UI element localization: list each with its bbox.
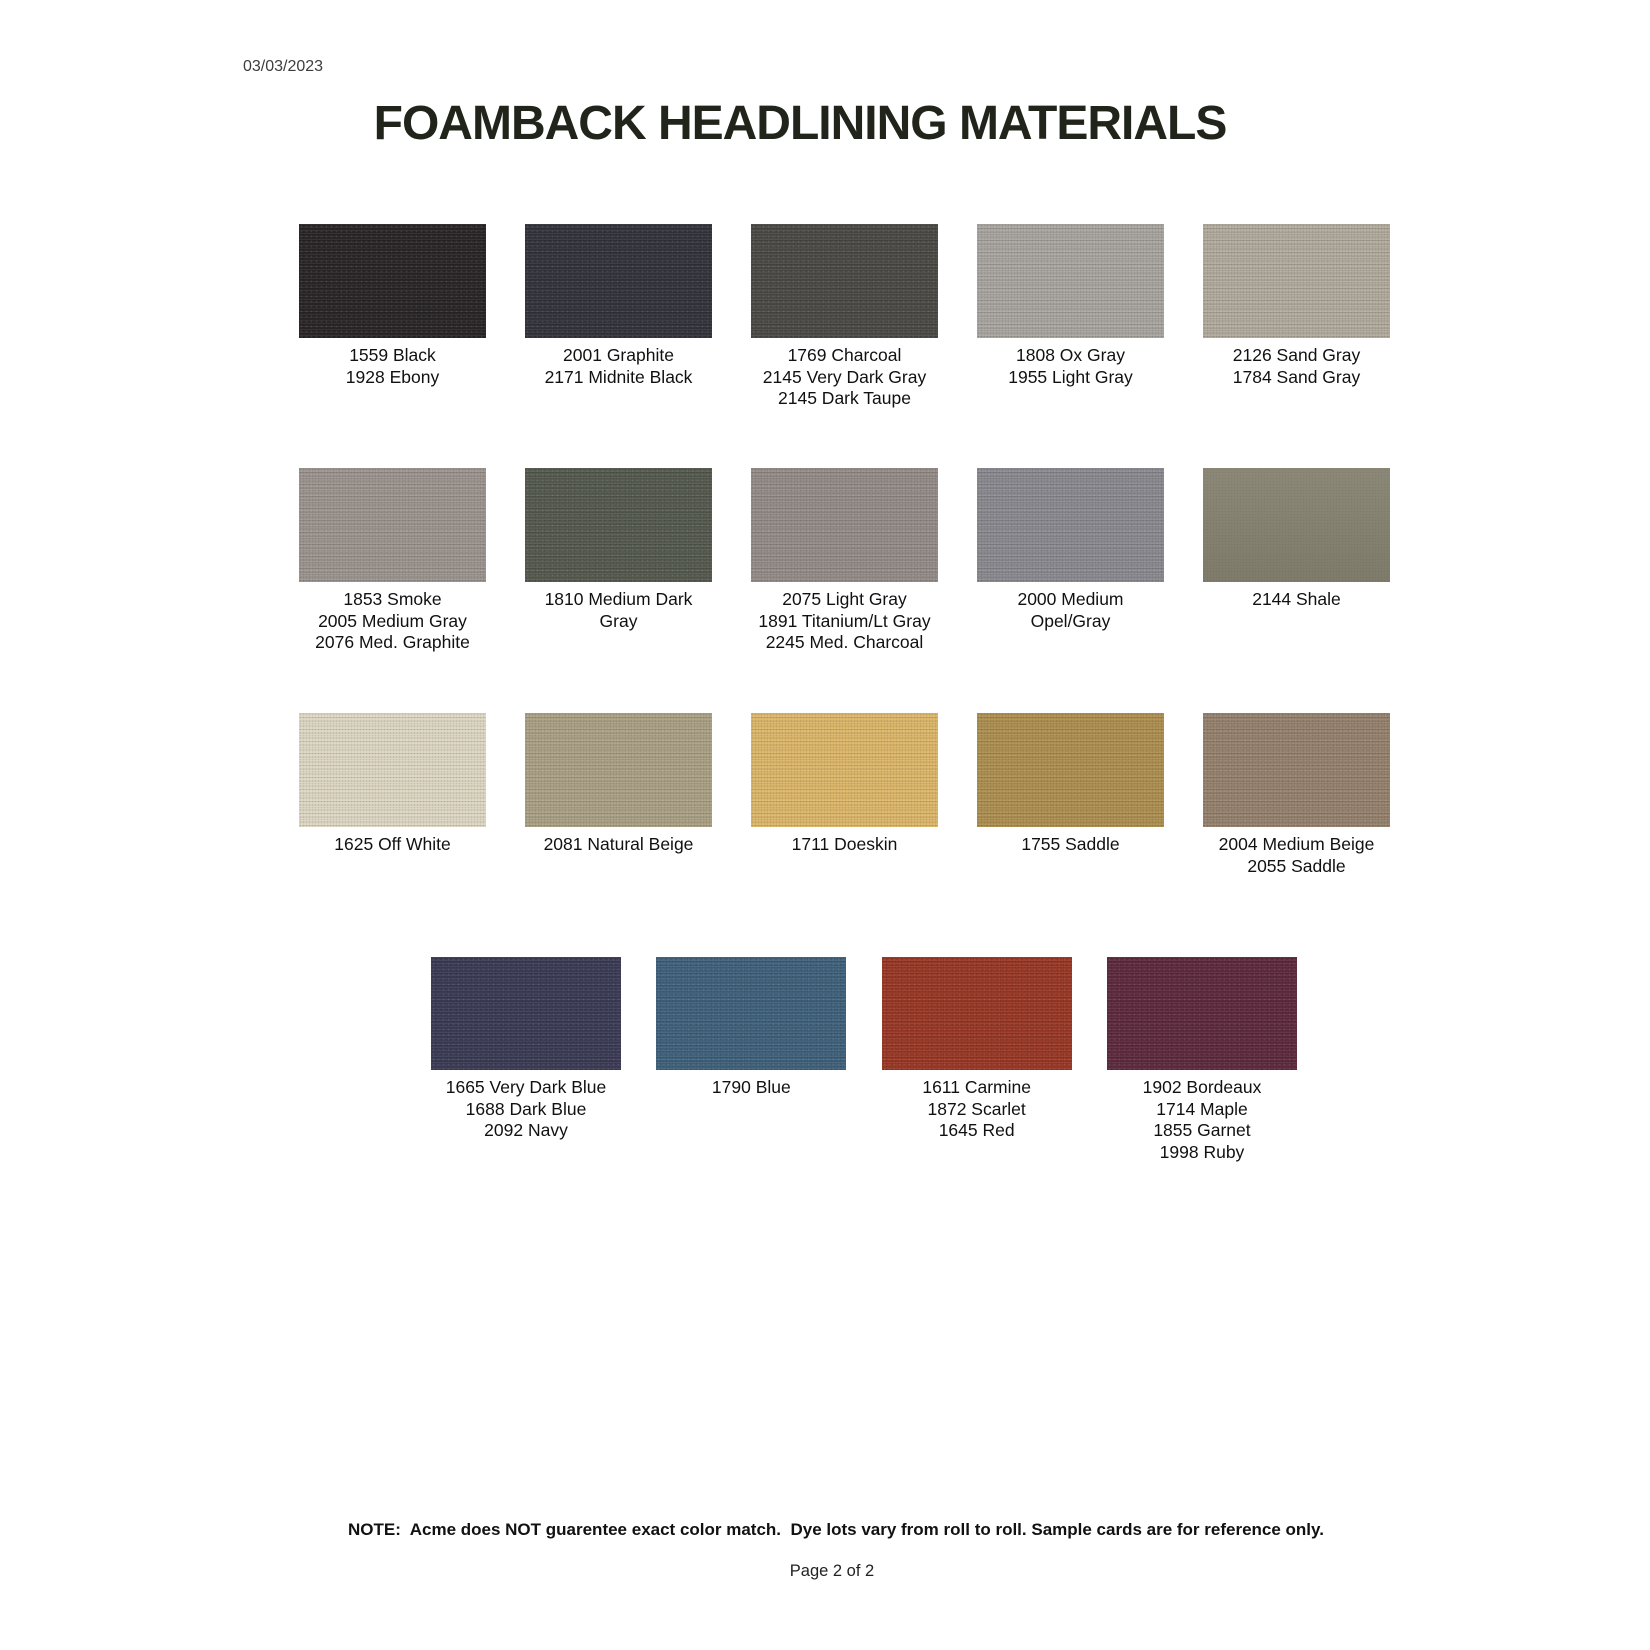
page-title: FOAMBACK HEADLINING MATERIALS (373, 97, 1227, 150)
swatch-cell (1203, 468, 1390, 654)
swatch-cell (525, 713, 712, 877)
swatch-cell (882, 957, 1072, 1163)
swatch-label-line: 2000 Medium (1017, 589, 1124, 609)
swatch-label (545, 589, 693, 632)
document-date: 03/03/2023 (243, 58, 324, 75)
fabric-swatch (751, 224, 938, 338)
swatch-label-line: 2145 Dark Taupe (778, 388, 911, 408)
swatch-label (446, 1077, 607, 1142)
swatch-label (1233, 345, 1360, 388)
swatch-cell (299, 224, 486, 410)
swatch-label-line: 2245 Med. Charcoal (765, 632, 924, 652)
swatch-label (1252, 589, 1341, 611)
swatch-label-line: 1928 Ebony (345, 366, 440, 387)
fabric-swatch (1203, 713, 1390, 827)
swatch-label (792, 834, 898, 856)
swatch-label (922, 1077, 1031, 1142)
swatch-row (299, 468, 1390, 654)
swatch-label-line: 2092 Navy (484, 1120, 568, 1140)
fabric-swatch (525, 468, 712, 582)
fabric-swatch (656, 957, 846, 1070)
page-number: Page 2 of 2 (789, 1562, 875, 1580)
swatch-cell (1203, 713, 1390, 877)
swatch-label-line: 2055 Saddle (1247, 855, 1346, 876)
fabric-swatch (299, 468, 486, 582)
fabric-swatch (977, 224, 1164, 338)
fabric-swatch (1203, 224, 1390, 338)
swatch-label-line: 1645 Red (938, 1120, 1015, 1140)
swatch-label-line: 1559 Black (349, 345, 436, 365)
swatch-label (544, 834, 694, 856)
swatch-label (1219, 834, 1375, 877)
fabric-swatch (1107, 957, 1297, 1070)
swatch-label-line: 2004 Medium Beige (1218, 834, 1375, 854)
swatch-cell (656, 957, 846, 1163)
swatch-label-line: 2081 Natural Beige (543, 834, 694, 854)
swatch-label-line: 1790 Blue (711, 1077, 791, 1097)
swatch-cell (751, 713, 938, 877)
swatch-cell (299, 468, 486, 654)
swatch-label-line: 1808 Ox Gray (1016, 345, 1125, 365)
swatch-label (1008, 345, 1133, 388)
swatch-label-line: 1998 Ruby (1159, 1141, 1245, 1162)
swatch-label-line: 1625 Off White (334, 834, 451, 854)
fabric-swatch (751, 468, 938, 582)
swatch-label-line: 2144 Shale (1252, 589, 1341, 609)
swatch-label-line: 2076 Med. Graphite (315, 632, 470, 652)
swatch-label-line: 1611 Carmine (922, 1077, 1031, 1097)
swatch-label (1143, 1077, 1262, 1163)
swatch-label-line: 1810 Medium Dark (544, 589, 693, 609)
swatch-cell (977, 468, 1164, 654)
fabric-swatch (299, 713, 486, 827)
swatch-label-line: 1891 Titanium/Lt Gray (758, 610, 931, 631)
swatch-cell (431, 957, 621, 1163)
swatch-label-line: 2001 Graphite (563, 345, 674, 365)
swatch-label-line: 1855 Garnet (1153, 1120, 1251, 1140)
swatch-cell (1107, 957, 1297, 1163)
swatch-row (431, 957, 1297, 1163)
fabric-swatch (299, 224, 486, 338)
swatch-label-line: Gray (599, 610, 638, 631)
swatch-label-line: Opel/Gray (1030, 610, 1111, 631)
swatch-cell (1203, 224, 1390, 410)
swatch-label (758, 589, 930, 654)
fabric-swatch (431, 957, 621, 1070)
fabric-swatch (525, 713, 712, 827)
swatch-label-line: 1784 Sand Gray (1232, 366, 1361, 387)
swatch-label (545, 345, 693, 388)
swatch-label (334, 834, 450, 856)
fabric-swatch (977, 468, 1164, 582)
swatch-label (346, 345, 439, 388)
swatch-cell (525, 468, 712, 654)
swatch-cell (977, 713, 1164, 877)
swatch-label-line: 1872 Scarlet (927, 1098, 1026, 1119)
swatch-label-line: 1665 Very Dark Blue (445, 1077, 607, 1097)
swatch-label-line: 2145 Very Dark Gray (762, 366, 927, 387)
swatch-label (315, 589, 470, 654)
color-match-note: NOTE: Acme does NOT guarentee exact color match. Dye lots vary from roll to roll. Sample cards are for reference only. (348, 1520, 1324, 1539)
swatch-label-line: 1688 Dark Blue (465, 1098, 587, 1119)
swatch-cell (299, 713, 486, 877)
swatch-label-line: 1755 Saddle (1021, 834, 1120, 854)
fabric-swatch (1203, 468, 1390, 582)
swatch-label-line: 1711 Doeskin (791, 834, 898, 854)
swatch-label-line: 1714 Maple (1156, 1098, 1248, 1119)
fabric-swatch (977, 713, 1164, 827)
fabric-swatch (751, 713, 938, 827)
swatch-label-line: 2126 Sand Gray (1232, 345, 1361, 365)
swatch-label-line: 1853 Smoke (343, 589, 442, 609)
fabric-swatch (882, 957, 1072, 1070)
swatch-label-line: 1902 Bordeaux (1142, 1077, 1262, 1097)
swatch-label-line: 1769 Charcoal (787, 345, 902, 365)
swatch-label (712, 1077, 791, 1099)
swatch-label-line: 1955 Light Gray (1008, 366, 1133, 387)
swatch-label (1017, 589, 1123, 632)
fabric-swatch (525, 224, 712, 338)
swatch-label-line: 2005 Medium Gray (318, 610, 467, 631)
swatch-label-line: 2075 Light Gray (782, 589, 907, 609)
swatch-cell (977, 224, 1164, 410)
swatch-label (763, 345, 926, 410)
swatch-row (299, 224, 1390, 410)
swatch-label-line: 2171 Midnite Black (544, 366, 693, 387)
swatch-row (299, 713, 1390, 877)
swatch-cell (751, 468, 938, 654)
swatch-cell (525, 224, 712, 410)
swatch-cell (751, 224, 938, 410)
swatch-label (1021, 834, 1119, 856)
